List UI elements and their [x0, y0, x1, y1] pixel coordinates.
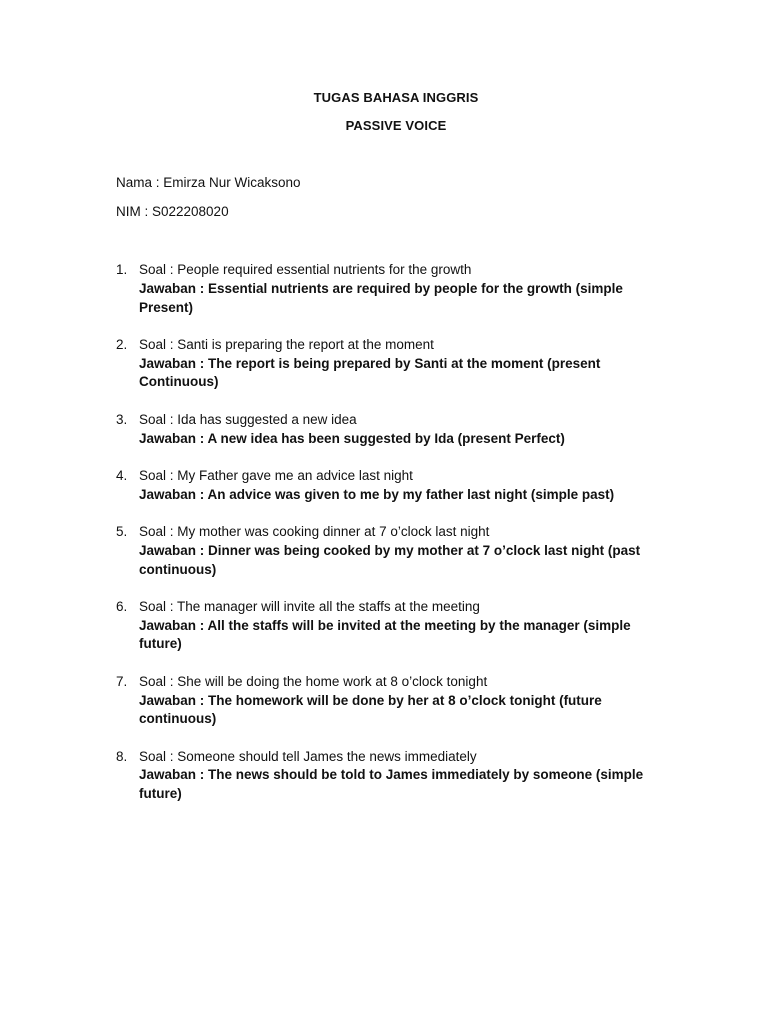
question-text: Soal : Ida has suggested a new idea — [139, 411, 357, 427]
item-number: 2. — [116, 336, 128, 352]
answer-text: Jawaban : Essential nutrients are required by people for the growth (simple Present) — [139, 280, 623, 315]
answer-text: Jawaban : All the staffs will be invited at the meeting by the manager (simple future) — [139, 617, 631, 652]
item-number: 1. — [116, 262, 128, 277]
student-name: Nama : Emirza Nur Wicaksono — [116, 175, 301, 190]
item-number: 7. — [116, 673, 128, 689]
exercise-item-5 — [116, 523, 656, 579]
item-number: 6. — [116, 598, 128, 614]
exercise-item-3 — [116, 411, 656, 449]
item-number: 8. — [116, 748, 128, 764]
answer-text: Jawaban : Dinner was being cooked by my mother at 7 o’clock last night (past continuous) — [139, 542, 641, 577]
exercise-item-6 — [116, 598, 656, 654]
question-text: Soal : The manager will invite all the staffs at the meeting — [139, 598, 480, 614]
answer-text: Jawaban : The homework will be done by her at 8 o’clock tonight (future continuous) — [139, 692, 602, 727]
question-text: Soal : My mother was cooking dinner at 7 o’clock last night — [139, 523, 490, 539]
answer-text: Jawaban : The news should be told to James immediately by someone (simple future) — [139, 767, 644, 802]
student-nim: NIM : S022208020 — [116, 204, 229, 219]
question-text: Soal : Santi is preparing the report at the moment — [139, 336, 434, 352]
document-subtitle: PASSIVE VOICE — [345, 118, 447, 133]
exercise-list — [116, 261, 656, 823]
answer-text: Jawaban : A new idea has been suggested by Ida (present Perfect) — [139, 430, 565, 446]
exercise-item-4 — [116, 467, 656, 505]
item-number: 3. — [116, 411, 128, 427]
question-text: Soal : She will be doing the home work at 8 o’clock tonight — [139, 673, 488, 689]
question-text: Soal : My Father gave me an advice last night — [139, 467, 413, 483]
exercise-item-1 — [116, 261, 656, 317]
question-text: Soal : Someone should tell James the news immediately — [139, 748, 477, 764]
answer-text: Jawaban : The report is being prepared by Santi at the moment (present Continuous) — [139, 355, 601, 390]
question-text: Soal : People required essential nutrients for the growth — [139, 262, 472, 277]
exercise-item-7 — [116, 673, 656, 729]
answer-text: Jawaban : An advice was given to me by my father last night (simple past) — [139, 486, 615, 502]
exercise-item-8 — [116, 748, 656, 804]
exercise-item-2 — [116, 336, 656, 392]
document-title: TUGAS BAHASA INGGRIS — [313, 90, 479, 105]
item-number: 4. — [116, 467, 128, 483]
item-number: 5. — [116, 523, 128, 539]
